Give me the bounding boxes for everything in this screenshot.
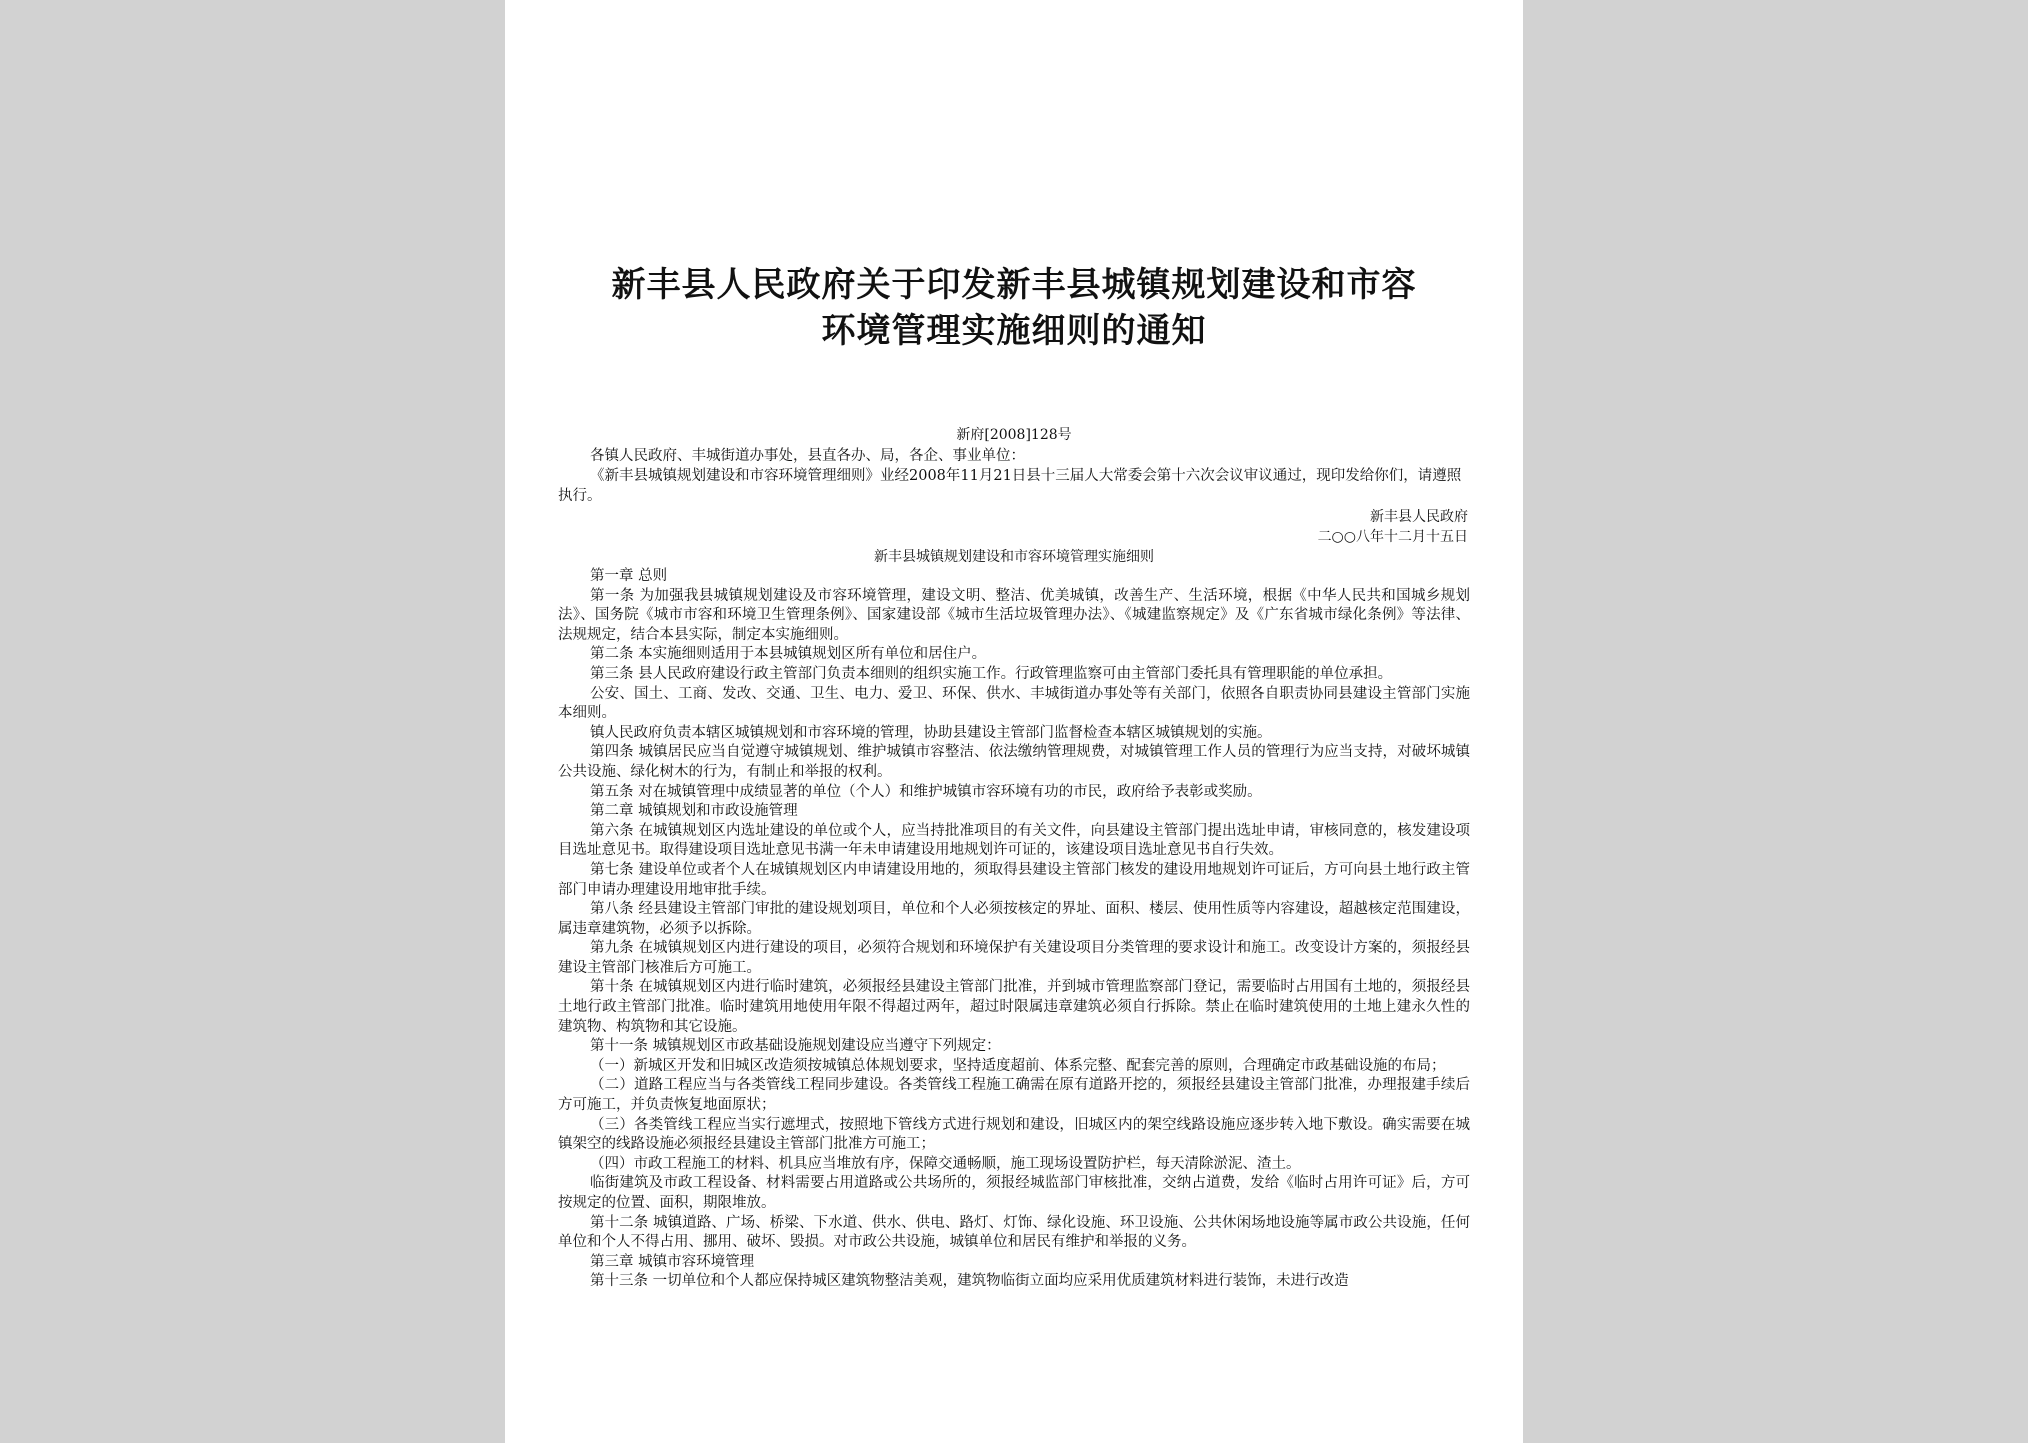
paragraph: 第四条 城镇居民应当自觉遵守城镇规划、维护城镇市容整洁、依法缴纳管理规费，对城镇管理工作人员的管理行为应当支持，对破坏城镇公共设施、绿化树木的行为，有制止和举报的权利。 [558, 744, 1470, 780]
paragraph: 临街建筑及市政工程设备、材料需要占用道路或公共场所的，须报经城监部门审核批准，交纳占道费，发给《临时占用许可证》后，方可按规定的位置、面积，期限堆放。 [558, 1175, 1470, 1211]
paragraph: 第一条 为加强我县城镇规划建设及市容环境管理，建设文明、整洁、优美城镇，改善生产、生活环境，根据《中华人民共和国城乡规划法》、国务院《城市市容和环境卫生管理条例》、国家建设部《城市生活垃圾管理办法》、《城建监察规定》及《广东省城市绿化条例》等法律、法规规定，结合本县实际，制定本实施细则。 [558, 587, 1470, 643]
addressee: 各镇人民政府、丰城街道办事处，县直各办、局，各企、事业单位： [590, 448, 1025, 464]
paragraph: 第八条 经县建设主管部门审批的建设规划项目，单位和个人必须按核定的界址、面积、楼层、使用性质等内容建设，超越核定范围建设，属违章建筑物，必须予以拆除。 [558, 901, 1470, 937]
document-title [558, 262, 1470, 354]
paragraph: 公安、国土、工商、发改、交通、卫生、电力、爱卫、环保、供水、丰城街道办事处等有关部门，依照各自职责协同县建设主管部门实施本细则。 [558, 685, 1470, 722]
paragraph: 第五条 对在城镇管理中成绩显著的单位（个人）和维护城镇市容环境有功的市民，政府给予表彰或奖励。 [590, 783, 1262, 800]
paragraph: （三）各类管线工程应当实行遮埋式，按照地下管线方式进行规划和建设，旧城区内的架空线路设施应逐步转入地下敷设。确实需要在城镇架空的线路设施必须报经县建设主管部门批准方可施工； [558, 1116, 1470, 1153]
paragraph: 第十条 在城镇规划区内进行临时建筑，必须报经县建设主管部门批准，并到城市管理监察部门登记，需要临时占用国有土地的，须报经县土地行政主管部门批准。临时建筑用地使用年限不得超过两年，超过时限属违章建筑必须自行拆除。禁止在临时建筑使用的土地上建永久性的建筑物、构筑物和其它设施。 [558, 979, 1470, 1035]
paragraph: 第三条 县人民政府建设行政主管部门负责本细则的组织实施工作。行政管理监察可由主管部门委托具有管理职能的单位承担。 [590, 665, 1393, 682]
document-number: 新府[2008]128号 [956, 427, 1072, 443]
rules-title: 新丰县城镇规划建设和市容环境管理实施细则 [874, 549, 1154, 565]
signature-organization: 新丰县人民政府 [1370, 509, 1468, 525]
paragraph: 第二章 城镇规划和市政设施管理 [590, 803, 798, 820]
intro-paragraph: 《新丰县城镇规划建设和市容环境管理细则》业经2008年11月21日县十三届人大常委会第十六次会议审议通过，现印发给你们，请遵照执行。 [558, 468, 1462, 504]
rules-body [558, 567, 1470, 1292]
paragraph: （四）市政工程施工的材料、机具应当堆放有序，保障交通畅顺，施工现场设置防护栏，每天清除淤泥、渣土。 [590, 1155, 1301, 1172]
paragraph: 第六条 在城镇规划区内选址建设的单位或个人，应当持批准项目的有关文件，向县建设主管部门提出选址申请，审核同意的，核发建设项目选址意见书。取得建设项目选址意见书满一年未申请建设用地规划许可证的，该建设项目选址意见书自行失效。 [558, 822, 1470, 859]
title-line-2: 环境管理实施细则的通知 [821, 311, 1207, 351]
paragraph: 第七条 建设单位或者个人在城镇规划区内申请建设用地的，须取得县建设主管部门核发的建设用地规划许可证后，方可向县土地行政主管部门申请办理建设用地审批手续。 [558, 861, 1470, 898]
paragraph: 第九条 在城镇规划区内进行建设的项目，必须符合规划和环境保护有关建设项目分类管理的要求设计和施工。改变设计方案的，须报经县建设主管部门核准后方可施工。 [558, 940, 1470, 976]
signature-date: 二○○八年十二月十五日 [1317, 529, 1468, 545]
title-line-1: 新丰县人民政府关于印发新丰县城镇规划建设和市容 [611, 265, 1417, 305]
paragraph: （一）新城区开发和旧城区改造须按城镇总体规划要求，坚持适度超前、体系完整、配套完善的原则，合理确定市政基础设施的布局； [590, 1057, 1446, 1074]
paragraph: 第一章 总则 [590, 568, 668, 584]
paragraph: （二）道路工程应当与各类管线工程同步建设。各类管线工程施工确需在原有道路开挖的，须报经县建设主管部门批准，办理报建手续后方可施工，并负责恢复地面原状； [558, 1077, 1470, 1114]
paragraph: 第二条 本实施细则适用于本县城镇规划区所有单位和居住户。 [590, 646, 987, 663]
paragraph: 第十三条 一切单位和个人都应保持城区建筑物整洁美观，建筑物临街立面均应采用优质建筑材料进行装饰，未进行改造 [590, 1273, 1349, 1290]
paragraph: 第十二条 城镇道路、广场、桥梁、下水道、供水、供电、路灯、灯饰、绿化设施、环卫设施、公共休闲场地设施等属市政公共设施，任何单位和个人不得占用、挪用、破坏、毁损。对市政公共设施，城镇单位和居民有维护和举报的义务。 [558, 1214, 1470, 1251]
paragraph: 第十一条 城镇规划区市政基础设施规划建设应当遵守下列规定： [590, 1038, 1001, 1055]
paragraph: 第三章 城镇市容环境管理 [590, 1253, 755, 1270]
paragraph: 镇人民政府负责本辖区城镇规划和市容环境的管理，协助县建设主管部门监督检查本辖区城镇规划的实施。 [590, 724, 1272, 741]
document-page [505, 0, 1523, 1443]
